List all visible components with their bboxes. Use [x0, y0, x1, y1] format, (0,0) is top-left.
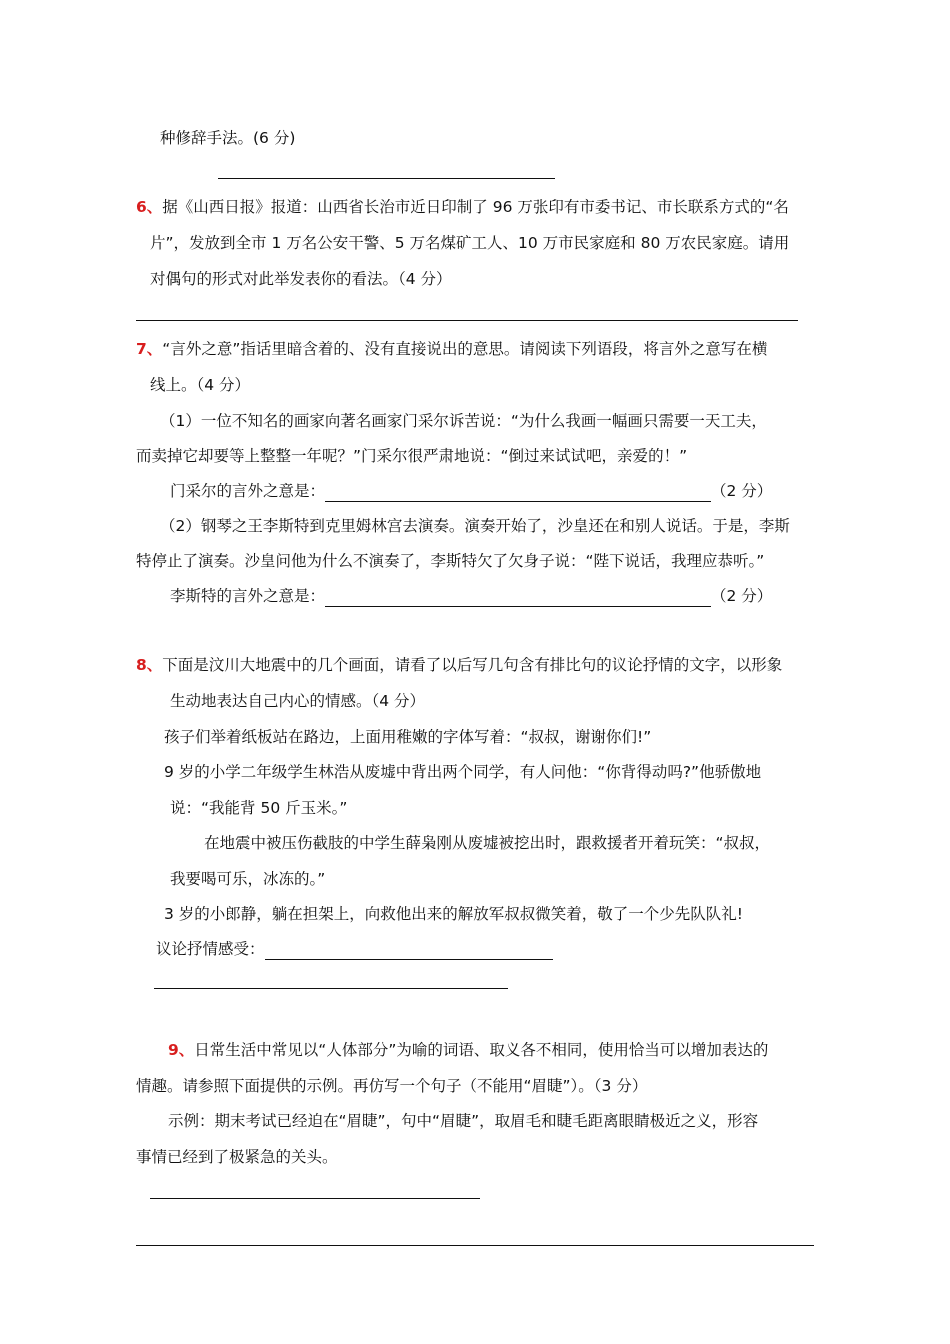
q9-line2: 情趣。请参照下面提供的示例。再仿写一个句子（不能用“眉睫”）。（3 分） [136, 1077, 648, 1095]
q8-scene3-line2: 我要喝可乐，冰冻的。” [170, 870, 326, 888]
q5-answer-line[interactable] [218, 178, 555, 179]
q9-bottom-line[interactable] [136, 1245, 814, 1246]
q8-scene1: 孩子们举着纸板站在路边，上面用稚嫩的字体写着：“叔叔，谢谢你们!” [164, 728, 652, 746]
q8-prompt-label: 议论抒情感受： [156, 940, 265, 958]
q7-number: 7、 [136, 340, 163, 358]
q7-text1: “言外之意”指话里暗含着的、没有直接说出的意思。请阅读下列语段，将言外之意写在横 [162, 340, 768, 358]
q8-number: 8、 [136, 656, 163, 674]
q9-example-line2: 事情已经到了极紧急的关头。 [136, 1148, 338, 1166]
q8-scene2-line1: 9 岁的小学二年级学生林浩从废墟中背出两个同学，有人问他：“你背得动吗?”他骄傲地 [164, 763, 762, 781]
q8-scene3-line1: 在地震中被压伤截肢的中学生薛枭刚从废墟被挖出时，跟救援者开着玩笑：“叔叔， [204, 834, 771, 852]
q8-scene2-line2: 说：“我能背 50 斤玉米。” [170, 799, 348, 817]
q9-line1 [168, 1039, 768, 1061]
q7-answer2-label: 李斯特的言外之意是： [170, 587, 326, 605]
q7-answer1-label: 门采尔的言外之意是： [170, 482, 326, 500]
q8-line1 [136, 654, 782, 676]
q5-tail: 种修辞手法。(6 分) [160, 129, 296, 147]
q6-line2: 片”，发放到全市 1 万名公安干警、5 万名煤矿工人、10 万市民家庭和 80 万农民家庭。请用 [150, 234, 790, 252]
q6-text1: 据《山西日报》报道：山西省长治市近日印制了 96 万张印有市委书记、市长联系方式的“名 [162, 198, 789, 216]
q8-text1: 下面是汶川大地震中的几个画面，请看了以后写几句含有排比句的议论抒情的文字，以形象 [162, 656, 783, 674]
q6-line3: 对偶句的形式对此举发表你的看法。（4 分） [150, 270, 452, 288]
q7-p1-line2: 而卖掉它却要等上整整一年呢？”门采尔很严肃地说：“倒过来试试吧，亲爱的！” [136, 447, 688, 465]
q7-line1 [136, 338, 767, 360]
q7-answer2-score: （2 分） [711, 587, 773, 605]
q7-line2: 线上。（4 分） [150, 376, 251, 394]
q6-number: 6、 [136, 198, 163, 216]
q7-answer2-blank[interactable] [325, 590, 711, 607]
q9-text1: 日常生活中常见以“人体部分”为喻的词语、取义各不相同，使用恰当可以增加表达的 [194, 1041, 769, 1059]
q7-answer2-row [170, 585, 772, 607]
q8-answer-blank[interactable] [265, 943, 553, 960]
q8-line2: 生动地表达自己内心的情感。（4 分） [170, 692, 426, 710]
q8-scene4: 3 岁的小郎静，躺在担架上，向救他出来的解放军叔叔微笑着，敬了一个少先队队礼! [164, 905, 744, 923]
q7-p1-line1: （1）一位不知名的画家向著名画家门采尔诉苦说：“为什么我画一幅画只需要一天工夫， [160, 412, 767, 430]
q9-example-line1: 示例：期末考试已经迫在“眉睫”，句中“眉睫”，取眉毛和睫毛距离眼睛极近之义，形容 [168, 1112, 759, 1130]
q7-answer1-blank[interactable] [325, 485, 711, 502]
q7-p2-line1: （2）钢琴之王李斯特到克里姆林宫去演奏。演奏开始了，沙皇还在和别人说话。于是，李斯 [160, 517, 790, 535]
q6-answer-line[interactable] [136, 320, 798, 321]
q8-answer-line2[interactable] [154, 988, 508, 989]
q9-answer-line[interactable] [150, 1198, 480, 1199]
q7-answer1-row [170, 480, 772, 502]
q9-number: 9、 [168, 1041, 195, 1059]
q8-prompt-row [156, 938, 553, 960]
q6-line1 [136, 196, 789, 218]
q7-p2-line2: 特停止了演奏。沙皇问他为什么不演奏了，李斯特欠了欠身子说：“陛下说话，我理应恭听。” [136, 552, 765, 570]
q7-answer1-score: （2 分） [711, 482, 773, 500]
